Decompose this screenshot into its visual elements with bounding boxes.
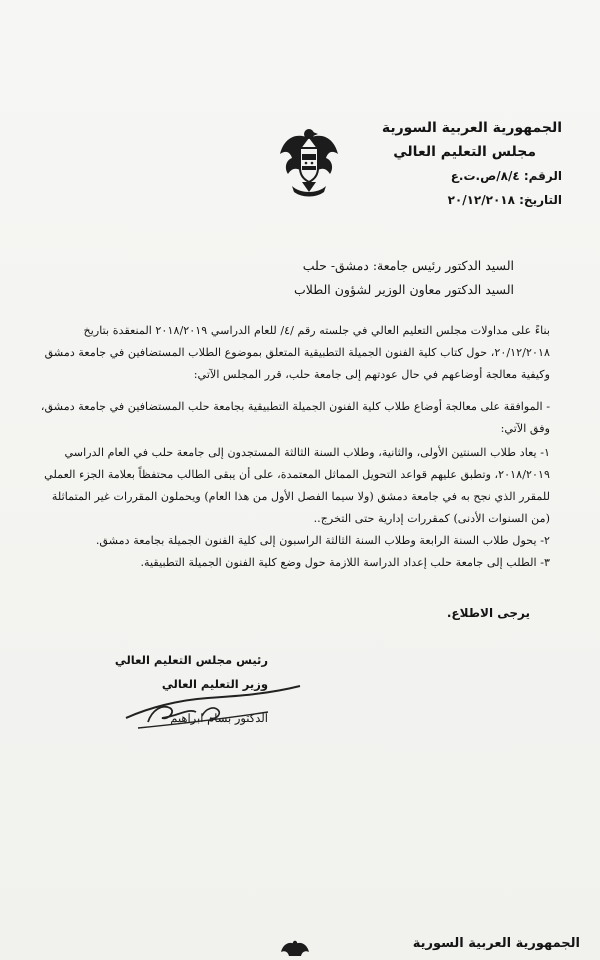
- reference-number: الرقم: ٨/٤/ص.ت.ع: [450, 169, 562, 183]
- signatory-name: الدكتور بسام ابراهيم: [170, 711, 268, 725]
- recipient-line: السيد الدكتور رئيس جامعة: دمشق- حلب: [302, 258, 514, 273]
- signatory-title: رئيس مجلس التعليم العالي: [114, 653, 268, 667]
- state-emblem-icon: [278, 124, 340, 200]
- closing-line: يرجى الاطلاع.: [446, 606, 530, 620]
- approval-paragraph: - الموافقة على معالجة أوضاع طلاب كلية الفنون الجميلة التطبيقية بجامعة حلب المستضافين في جامعة دمشق، وفق الآتي:: [40, 400, 550, 435]
- decision-item: ٣- الطلب إلى جامعة حلب إعداد الدراسة اللازمة حول وضع كلية الفنون الجميلة التطبيقية.: [140, 556, 550, 569]
- letter-body: [40, 320, 550, 574]
- decision-item: ٢- يحول طلاب السنة الرابعة وطلاب السنة الثالثة الراسبون إلى كلية الفنون الجميلة بجامعة دمشق.: [95, 534, 550, 547]
- decision-item: ١- يعاد طلاب السنتين الأولى، والثانية، وطلاب السنة الثالثة المستجدون إلى جامعة حلب في العام الدراسي ٢٠١٨/٢٠١٩، وتطبق عليهم قواعد التحويل المماثل المعتمدة، على أن يبقى الطالب محتفظاً بعلامة الجزء العملي للمقرر الذي نجح به في جامعة دمشق (ولا سيما الفصل الأول من هذا العام) ويحملون المقررات غير المتماثلة (من السنوات الأدنى) كمقررات إدارية حتى التخرج..: [44, 446, 550, 525]
- council-name: مجلس التعليم العالي: [393, 144, 536, 160]
- recipient-line: السيد الدكتور معاون الوزير لشؤون الطلاب: [294, 282, 514, 297]
- handwritten-signature: [118, 678, 308, 738]
- recipients: [134, 254, 514, 302]
- state-emblem-icon: [280, 940, 310, 960]
- intro-paragraph: بناءً على مداولات مجلس التعليم العالي في جلسته رقم /٤/ للعام الدراسي ٢٠١٨/٢٠١٩ المنعقدة بتاريخ ٢٠/١٢/٢٠١٨، حول كتاب كلية الفنون الجميلة التطبيقية المتعلق بموضوع الطلاب المستضافين في جامعة دمشق وكيفية معالجة أوضاعهم في حال عودتهم إلى جامعة حلب، قرر المجلس الآتي:: [44, 324, 550, 381]
- signatory-title: وزير التعليم العالي: [161, 677, 268, 691]
- letterhead: [362, 116, 562, 212]
- next-page-country-name: الجمهورية العربية السورية: [412, 936, 580, 951]
- country-name: الجمهورية العربية السورية: [381, 120, 562, 136]
- letter-date: التاريخ: ٢٠/١٢/٢٠١٨: [447, 193, 562, 207]
